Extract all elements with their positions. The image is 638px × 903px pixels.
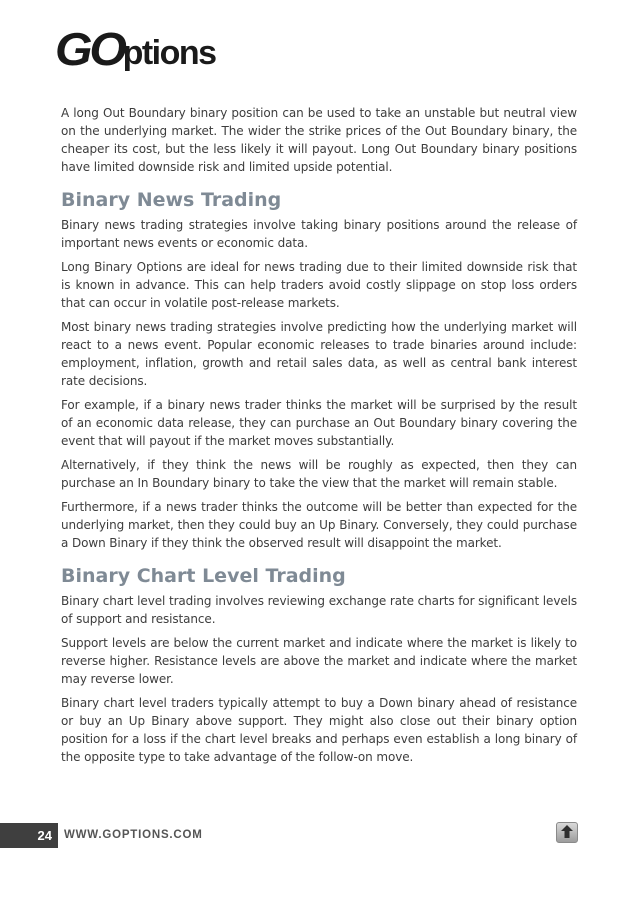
page-content [61,104,577,772]
paragraph: Furthermore, if a news trader thinks the outcome will be better than expected for the underlying market, then they could buy an Up Binary. Conversely, they could purchase a Down Binary if they think the observed result will disappoint the market. [61,500,577,550]
section-heading-news-trading: Binary News Trading [61,189,282,211]
paragraph: For example, if a binary news trader thinks the market will be surprised by the result of an economic data release, they can purchase an Out Boundary binary covering the event that will payout if the market moves substantially. [61,398,577,448]
footer-url-link[interactable]: WWW.GOPTIONS.COM [64,829,203,841]
paragraph: Most binary news trading strategies involve predicting how the underlying market will react to a news event. Popular economic releases to trade binaries around include: employment, inflation, growth and retail sales data, as well as central bank interest rate decisions. [61,320,577,388]
back-to-top-button[interactable] [556,822,578,843]
paragraph: Long Binary Options are ideal for news trading due to their limited downside risk that is known in advance. This can help traders avoid costly slippage on stop loss orders that can occur in volatile post-release markets. [61,260,577,310]
paragraph: Binary chart level trading involves reviewing exchange rate charts for significant levels of support and resistance. [61,594,577,626]
section-heading-chart-level-trading: Binary Chart Level Trading [61,565,346,587]
paragraph-intro: A long Out Boundary binary position can be used to take an unstable but neutral view on the underlying market. The wider the strike prices of the Out Boundary binary, the cheaper its cost, but the less likely it will payout. Long Out Boundary binary positions have limited downside risk and limited upside potential. [61,106,577,174]
paragraph: Binary chart level traders typically attempt to buy a Down binary ahead of resistance or buy an Up Binary above support. They might also close out their binary option position for a loss if the chart level breaks and perhaps even establish a long binary of the opposite type to take advantage of the follow-on move. [61,696,577,764]
page-number: 24 [0,823,58,848]
arrow-up-icon [561,823,573,842]
paragraph: Binary news trading strategies involve taking binary positions around the release of important news events or economic data. [61,218,577,250]
paragraph: Alternatively, if they think the news will be roughly as expected, then they can purchase an In Boundary binary to take the view that the market will remain stable. [61,458,577,490]
paragraph: Support levels are below the current market and indicate where the market is likely to reverse higher. Resistance levels are above the market and indicate where the market may reverse lower. [61,636,577,686]
goptions-logo [55,22,216,75]
logo-go-text: GO [55,23,124,75]
logo-options-text: ptions [122,34,216,72]
